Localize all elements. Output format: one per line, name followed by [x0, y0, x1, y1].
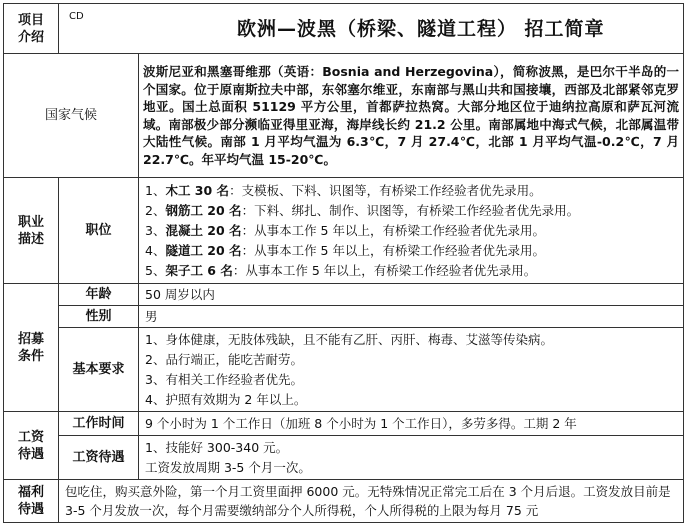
- climate-text: 波斯尼亚和黑塞哥维那（英语：Bosnia and Herzegovina），简称波黑，是巴尔干半岛的一个国家。位于原南斯拉夫中部，东邻塞尔维亚，东南部与黑山共和国接壤，西部及北部紧邻克罗地亚。国土总面积 51129 平方公里，首都萨拉热窝。大部分地区位于迪纳拉高原和萨瓦河流域。南部极少部分濒临亚得里亚海，海岸线长约 21.2 公里。南部属地中海式气候，北部属温带大陆性气候。南部 1 月平均气温为 6.3℃，7 月 27.4℃，北部 1 月平均气温-0.2℃，7 月 22.7℃。年平均气温 15-20℃。: [139, 54, 684, 178]
- pay-line: 1、技能好 300-340 元。: [145, 439, 289, 455]
- benefits-row: [4, 480, 684, 523]
- position-item: 4、隧道工 20 名：从事本工作 5 年以上，有桥梁工作经验者优先录用。: [145, 242, 545, 258]
- requirements-list: [139, 328, 684, 412]
- gender-label: 性别: [59, 306, 139, 328]
- work-hours-label: 工作时间: [59, 412, 139, 436]
- project-label: 项目介绍: [4, 4, 59, 54]
- positions-row: [4, 178, 684, 284]
- recruitment-sheet: [3, 3, 683, 521]
- wage-label: 工资待遇: [4, 412, 59, 480]
- age-row: [4, 284, 684, 306]
- work-hours-row: [4, 412, 684, 436]
- age-label: 年龄: [59, 284, 139, 306]
- age-value: 50 周岁以内: [139, 284, 684, 306]
- climate-label: 国家气候: [4, 54, 139, 178]
- position-name: 木工 30 名: [165, 182, 230, 198]
- job-description-label: 职业描述: [4, 178, 59, 284]
- benefits-label: 福利待遇: [4, 480, 59, 523]
- position-item: 3、混凝土 20 名：从事本工作 5 年以上，有桥梁工作经验者优先录用。: [145, 222, 545, 238]
- recruit-conditions-label: 招募条件: [4, 284, 59, 412]
- header-row: [4, 4, 684, 54]
- pay-row: [4, 436, 684, 480]
- requirement-item: 2、品行端正，能吃苦耐劳。: [145, 351, 303, 367]
- requirement-item: 4、护照有效期为 2 年以上。: [145, 391, 307, 407]
- benefits-text: 包吃住，购买意外险，第一个月工资里面押 6000 元。无特殊情况正常完工后在 3 个月后退。工资发放目前是 3-5 个月发放一次，每个月需要缴纳部分个人所得税，个人所得税的上限为每月 75 元: [59, 480, 684, 523]
- work-hours-value: 9 个小时为 1 个工作日（加班 8 个小时为 1 个工作日），多劳多得。工期 2 年: [139, 412, 684, 436]
- requirements-row: [4, 328, 684, 412]
- position-list: [139, 178, 684, 284]
- gender-value: 男: [139, 306, 684, 328]
- position-label: 职位: [59, 178, 139, 284]
- position-item: 1、木工 30 名：支模板、下料、识图等，有桥梁工作经验者优先录用。: [145, 182, 542, 198]
- position-name: 混凝土 20 名: [165, 222, 242, 238]
- requirement-item: 1、身体健康，无肢体残缺，且不能有乙肝、丙肝、梅毒、艾滋等传染病。: [145, 331, 553, 347]
- pay-list: [139, 436, 684, 480]
- position-name: 架子工 6 名: [165, 262, 233, 278]
- pay-line: 工资发放周期 3-5 个月一次。: [145, 459, 311, 475]
- doc-code: CD: [59, 4, 139, 54]
- pay-label: 工资待遇: [59, 436, 139, 480]
- gender-row: [4, 306, 684, 328]
- position-item: 5、架子工 6 名：从事本工作 5 年以上，有桥梁工作经验者优先录用。: [145, 262, 537, 278]
- climate-row: [4, 54, 684, 178]
- basic-requirements-label: 基本要求: [59, 328, 139, 412]
- recruitment-table: [3, 3, 684, 523]
- page-title: 欧洲—波黑（桥梁、隧道工程） 招工简章: [139, 4, 684, 54]
- requirement-item: 3、有相关工作经验者优先。: [145, 371, 303, 387]
- position-name: 隧道工 20 名: [165, 242, 242, 258]
- position-name: 钢筋工 20 名: [165, 202, 242, 218]
- position-item: 2、钢筋工 20 名：下料、绑扎、制作、识图等，有桥梁工作经验者优先录用。: [145, 202, 580, 218]
